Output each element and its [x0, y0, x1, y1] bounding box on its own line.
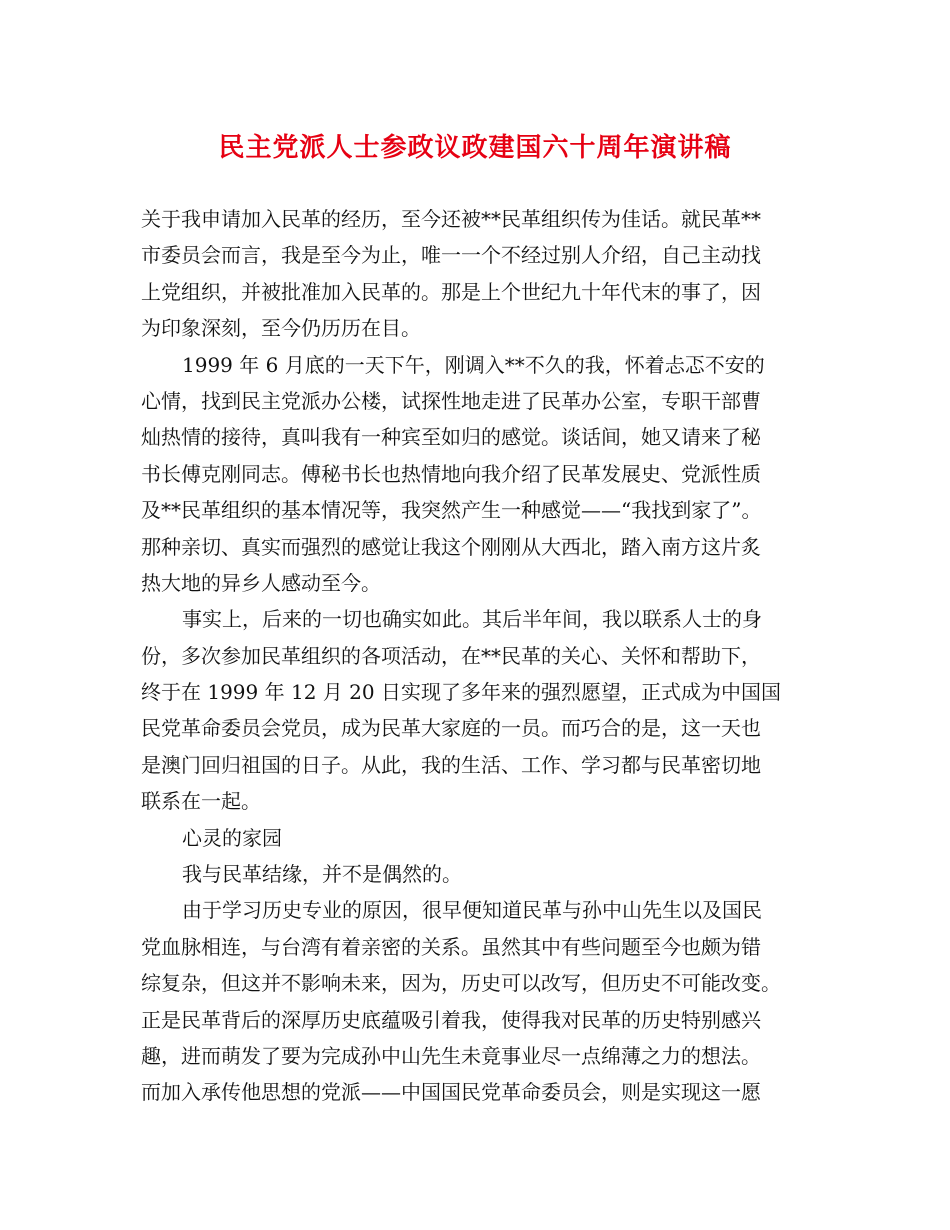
text-line: 热大地的异乡人感动至今。	[141, 570, 381, 595]
text-line: 灿热情的接待，真叫我有一种宾至如归的感觉。谈话间，她又请来了秘	[141, 425, 761, 450]
text-line: 由于学习历史专业的原因，很早便知道民革与孙中山先生以及国民	[182, 898, 762, 923]
text-line: 心灵的家园	[182, 825, 282, 850]
text-line: 书长傅克刚同志。傅秘书长也热情地向我介绍了民革发展史、党派性质	[141, 461, 761, 486]
text-line: 上党组织，并被批准加入民革的。那是上个世纪九十年代末的事了，因	[141, 279, 761, 304]
text-line: 是澳门回归祖国的日子。从此，我的生活、工作、学习都与民革密切地	[141, 752, 761, 777]
text-line: 终于在 1999 年 12 月 20 日实现了多年来的强烈愿望，正式成为中国国	[141, 680, 781, 705]
text-line: 我与民革结缘，并不是偶然的。	[182, 862, 462, 887]
text-line: 关于我申请加入民革的经历，至今还被**民革组织传为佳话。就民革**	[141, 207, 761, 231]
text-line: 事实上，后来的一切也确实如此。其后半年间，我以联系人士的身	[182, 607, 762, 632]
text-line: 民党革命委员会党员，成为民革大家庭的一员。而巧合的是，这一天也	[141, 716, 761, 741]
document-body	[141, 201, 831, 1111]
text-line: 综复杂，但这并不影响未来，因为，历史可以改写，但历史不可能改变。	[141, 971, 781, 996]
text-line: 1999 年 6 月底的一天下午，刚调入**不久的我，怀着忐忑不安的	[182, 352, 765, 377]
text-line: 心情，找到民主党派办公楼，试探性地走进了民革办公室，专职干部曹	[141, 388, 761, 413]
text-line: 趣，进而萌发了要为完成孙中山先生未竟事业尽一点绵薄之力的想法。	[141, 1043, 761, 1068]
text-line: 而加入承传他思想的党派——中国国民党革命委员会，则是实现这一愿	[141, 1080, 761, 1105]
text-line: 党血脉相连，与台湾有着亲密的关系。虽然其中有些问题至今也颇为错	[141, 934, 761, 959]
text-line: 为印象深刻，至今仍历历在目。	[141, 316, 421, 341]
document-title: 民主党派人士参政议政建国六十周年演讲稿	[218, 133, 732, 163]
text-line: 份，多次参加民革组织的各项活动，在**民革的关心、关怀和帮助下，	[141, 643, 761, 668]
text-line: 及**民革组织的基本情况等，我突然产生一种感觉——“我找到家了”。	[141, 498, 762, 523]
text-line: 正是民革背后的深厚历史底蕴吸引着我，使得我对民革的历史特别感兴	[141, 1007, 761, 1032]
text-line: 那种亲切、真实而强烈的感觉让我这个刚刚从大西北，踏入南方这片炙	[141, 534, 761, 559]
text-line: 市委员会而言，我是至今为止，唯一一个不经过别人介绍，自己主动找	[141, 243, 761, 268]
text-line: 联系在一起。	[141, 789, 261, 814]
